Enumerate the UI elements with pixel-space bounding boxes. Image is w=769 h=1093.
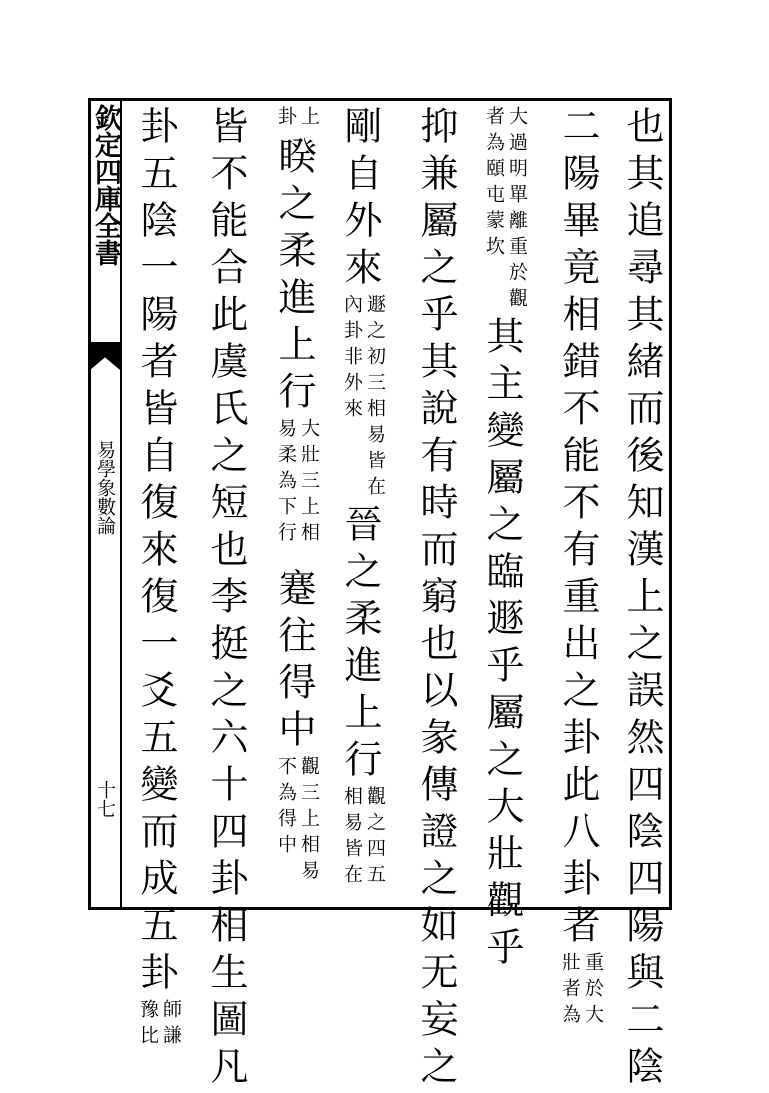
text-column — [196, 106, 252, 1093]
annotation-note: 觀三上相易不為得中 — [275, 756, 320, 886]
text-column — [548, 106, 604, 1030]
collection-title: 欽定四庫全書 — [90, 104, 121, 266]
main-text: 其主變屬之臨遯乎屬之大壯觀乎 — [480, 316, 524, 974]
annotation-note: 重於大壯者為 — [559, 952, 604, 1030]
main-text: 晉之柔進上行 — [338, 504, 382, 786]
annotation-note: 大過明單離重於觀者為頤屯蒙坎 — [483, 106, 528, 314]
text-column — [330, 106, 386, 906]
main-text: 剛自外來 — [338, 106, 382, 294]
text-column — [472, 106, 528, 974]
annotation-note: 遯之初三相易皆在內卦非外來 — [341, 294, 386, 502]
annotation-note: 觀之四五相易皆在 — [341, 786, 386, 890]
main-text: 也其追尋其緒而後知漢上之誤然四陰四陽與二陰 — [620, 106, 664, 1093]
main-text: 抑兼屬之乎其說有時而窮也以彖傳證之如无妄之 — [414, 106, 458, 1093]
main-text: 睽之柔進上行 — [272, 136, 316, 418]
book-title: 易學象數論 — [94, 440, 116, 535]
annotation-note: 大壯三上相易柔為下行 — [275, 418, 320, 548]
main-text: 蹇往得中 — [272, 568, 316, 756]
main-text: 卦五陰一陽者皆自復來復一爻五變而成五卦 — [134, 106, 178, 999]
annotation-note: 師謙豫比 — [137, 999, 182, 1051]
page-number: 十七 — [94, 780, 116, 818]
main-text: 皆不能合此虞氏之短也李挺之六十四卦相生圖凡 — [204, 106, 248, 1093]
text-column — [126, 106, 182, 1051]
text-column — [612, 106, 668, 1093]
annotation-note: 上卦 — [275, 106, 320, 132]
main-text: 二陽畢竟相錯不能不有重出之卦此八卦者 — [556, 106, 600, 952]
text-column — [264, 106, 320, 906]
text-column — [406, 106, 462, 1093]
